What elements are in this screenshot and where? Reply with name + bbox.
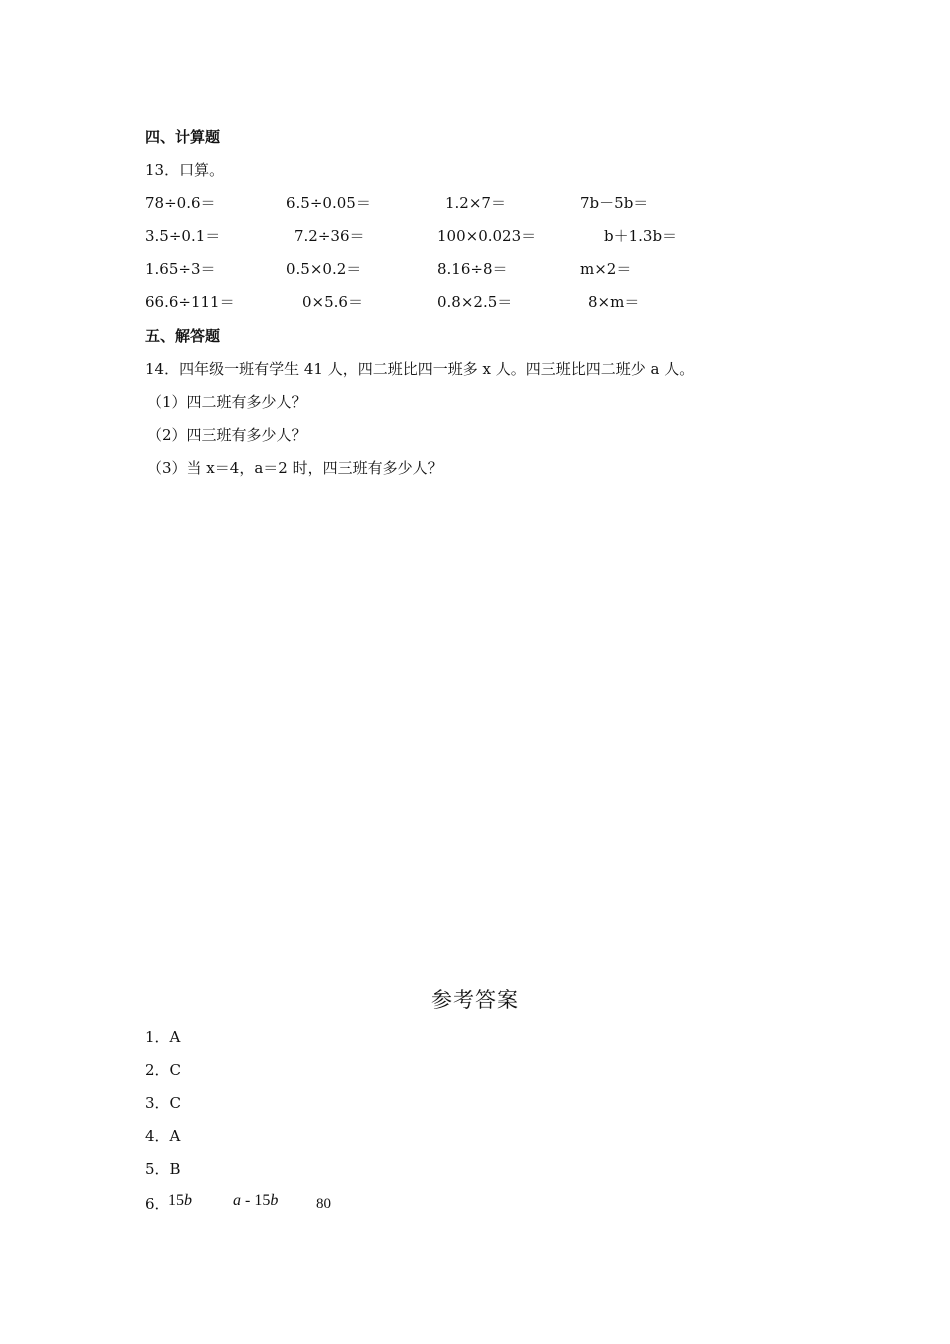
calc-item: b＋1.3b＝: [604, 227, 678, 245]
calc-item: 78÷0.6＝: [145, 194, 216, 212]
answer-item-6-number: 6．: [145, 1195, 170, 1213]
answer-6-variable: b: [184, 1192, 192, 1209]
answer-key-title: 参考答案: [431, 988, 519, 1012]
answer-item: 4．A: [145, 1127, 181, 1145]
calc-item: m×2＝: [580, 260, 632, 278]
question-14-prompt: 14．四年级一班有学生 41 人，四二班比四一班多 x 人。四三班比四二班少 a 人。: [145, 360, 695, 378]
sub-question-3: （3）当 x＝4，a＝2 时，四三班有多少人？: [147, 459, 443, 477]
calc-item: 6.5÷0.05＝: [286, 194, 371, 212]
question-13-prompt: 13．口算。: [145, 161, 225, 179]
answer-6-expression-1: [168, 1191, 192, 1211]
section-heading-calculation: 四、计算题: [145, 128, 221, 146]
calc-item: 8×m＝: [588, 293, 640, 311]
sub-question-2: （2）四三班有多少人？: [147, 426, 307, 444]
answer-item: 2．C: [145, 1061, 182, 1079]
calc-item: 66.6÷111＝: [145, 293, 235, 311]
calc-item: 0×5.6＝: [302, 293, 363, 311]
answer-6-expression-2: [233, 1191, 278, 1211]
calc-item: 100×0.023＝: [437, 227, 537, 245]
calc-item: 0.5×0.2＝: [286, 260, 362, 278]
answer-item: 3．C: [145, 1094, 182, 1112]
calc-item: 7b－5b＝: [580, 194, 649, 212]
answer-item: 1．A: [145, 1028, 181, 1046]
calc-item: 1.65÷3＝: [145, 260, 216, 278]
section-heading-word-problems: 五、解答题: [145, 327, 221, 345]
answer-6-variable-a: a: [233, 1192, 241, 1209]
calc-item: 0.8×2.5＝: [437, 293, 513, 311]
sub-question-1: （1）四二班有多少人？: [147, 393, 307, 411]
answer-6-coefficient: 15: [168, 1192, 184, 1209]
answer-item: 5．B: [145, 1160, 181, 1178]
answer-6-variable-b: b: [270, 1192, 279, 1209]
calc-item: 7.2÷36＝: [294, 227, 365, 245]
calc-item: 3.5÷0.1＝: [145, 227, 221, 245]
answer-6-expression-3: 80: [316, 1196, 331, 1212]
answer-6-minus-term: - 15: [241, 1192, 271, 1209]
calc-item: 8.16÷8＝: [437, 260, 508, 278]
calc-item: 1.2×7＝: [445, 194, 506, 212]
